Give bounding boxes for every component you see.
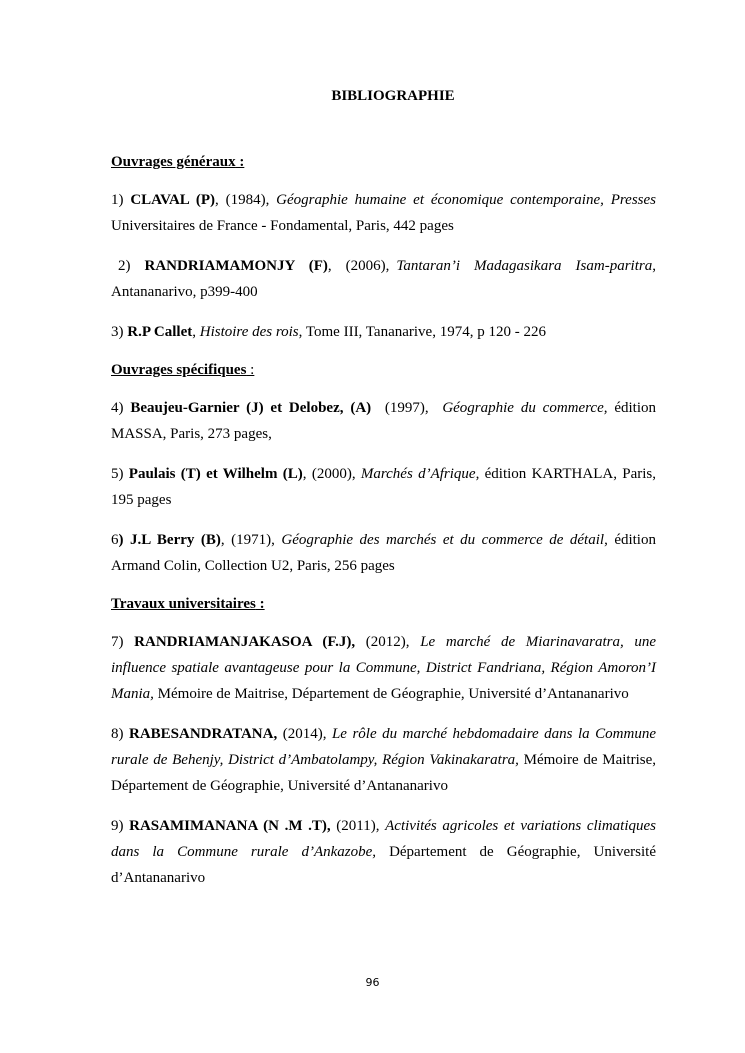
- section-heading-general-colon: :: [235, 154, 245, 170]
- page-title: BIBLIOGRAPHIE: [331, 88, 455, 104]
- entry-year: , (1984),: [214, 192, 277, 208]
- bibliography-entry: [111, 253, 656, 305]
- entry-year: (2012),: [355, 634, 421, 650]
- section-heading-general-text: Ouvrages généraux: [111, 154, 236, 170]
- entry-year: , (2000),: [302, 466, 361, 482]
- entry-number: 9): [111, 818, 130, 834]
- entry-year: (2011),: [330, 818, 386, 834]
- entry-number: 2): [111, 258, 145, 274]
- entry-details: Mémoire de Maitrise, Département de Géographie, Université d’Antananarivo: [153, 686, 629, 702]
- section-heading-general: [111, 149, 656, 175]
- entry-title: Marchés d’Afrique,: [360, 466, 480, 482]
- entry-title: Le marché de Miarinavaratra, une influence spatiale avantageuse pour la Commune, District Fandriana, Région Amoron’I Mania,: [111, 634, 657, 702]
- entry-author: CLAVAL (P): [130, 192, 215, 208]
- entry-details: édition MASSA, Paris, 273 pages,: [111, 400, 657, 442]
- entry-author: RABESANDRATANA,: [129, 726, 278, 742]
- entry-details: , Antananarivo, p399-400: [111, 258, 656, 300]
- entry-details: édition KARTHALA, Paris, 195 pages: [111, 466, 656, 508]
- entry-author: ) J.L Berry (B): [118, 532, 221, 548]
- entry-author: RANDRIAMANJAKASOA (F.J),: [134, 634, 356, 650]
- entry-details: , Tome III, Tananarive, 1974, p 120 - 226: [298, 324, 546, 340]
- entry-details: Universitaires de France - Fondamental, Paris, 442 pages: [111, 218, 454, 234]
- section-heading-specific-text: Ouvrages spécifiques: [111, 362, 247, 378]
- entry-year: (2014),: [277, 726, 332, 742]
- bibliography-entry: [111, 395, 656, 447]
- entry-number: 8): [111, 726, 129, 742]
- section-heading-academic-text: Travaux universitaires: [111, 596, 256, 612]
- bibliography-entry: [111, 721, 656, 799]
- entry-number: 5): [111, 466, 129, 482]
- entry-author: Beaujeu-Garnier (J) et Delobez, (A): [130, 400, 372, 416]
- page-number: 96: [365, 976, 380, 989]
- entry-title: Tantaran’i Madagasikara Isam-paritra: [396, 258, 653, 274]
- bibliography-entry: [111, 319, 656, 345]
- bibliography-entry: [111, 813, 656, 891]
- entry-number: 3): [111, 324, 128, 340]
- entry-year: , (1971),: [220, 532, 282, 548]
- entry-title: Le rôle du marché hebdomadaire dans la Commune rurale de Behenjy, District d’Ambatolampy, Région Vakinakaratra,: [111, 726, 656, 768]
- bibliography-entry: [111, 629, 656, 707]
- section-heading-specific: [111, 357, 656, 383]
- entry-number: 4): [111, 400, 131, 416]
- entry-number: 7): [111, 634, 135, 650]
- entry-title: Activités agricoles et variations climatiques dans la Commune rurale d’Ankazobe,: [111, 818, 656, 860]
- entry-author: Paulais (T) et Wilhelm (L): [128, 466, 303, 482]
- section-heading-academic-colon: :: [255, 596, 265, 612]
- entry-title: Histoire des rois: [199, 324, 299, 340]
- entry-author: RANDRIAMAMONJY (F): [144, 258, 328, 274]
- entry-number: 6: [111, 532, 119, 548]
- entry-author: R.P Callet: [127, 324, 193, 340]
- bibliography-entry: [111, 461, 656, 513]
- bibliography-entry: [111, 527, 656, 579]
- entry-details: Département de Géographie, Université d’Antananarivo: [111, 844, 656, 886]
- entry-details: Mémoire de Maitrise, Département de Géographie, Université d’Antananarivo: [111, 752, 656, 794]
- section-heading-specific-colon: :: [246, 362, 255, 378]
- entry-year: (1997),: [371, 400, 443, 416]
- entry-number: 1): [111, 192, 131, 208]
- bibliography-entry: [111, 187, 656, 239]
- entry-year: , (2006),: [327, 258, 397, 274]
- bibliography-body: [111, 149, 656, 891]
- entry-details: , édition Armand Colin, Collection U2, Paris, 256 pages: [111, 532, 656, 574]
- entry-title: Géographie du commerce,: [442, 400, 608, 416]
- entry-title: Géographie humaine et économique contemporaine, Presses: [276, 192, 656, 208]
- entry-year: ,: [192, 324, 200, 340]
- entry-title: Géographie des marchés et du commerce de détail: [281, 532, 605, 548]
- section-heading-academic: [111, 591, 656, 617]
- entry-author: RASAMIMANANA (N .M .T),: [129, 818, 331, 834]
